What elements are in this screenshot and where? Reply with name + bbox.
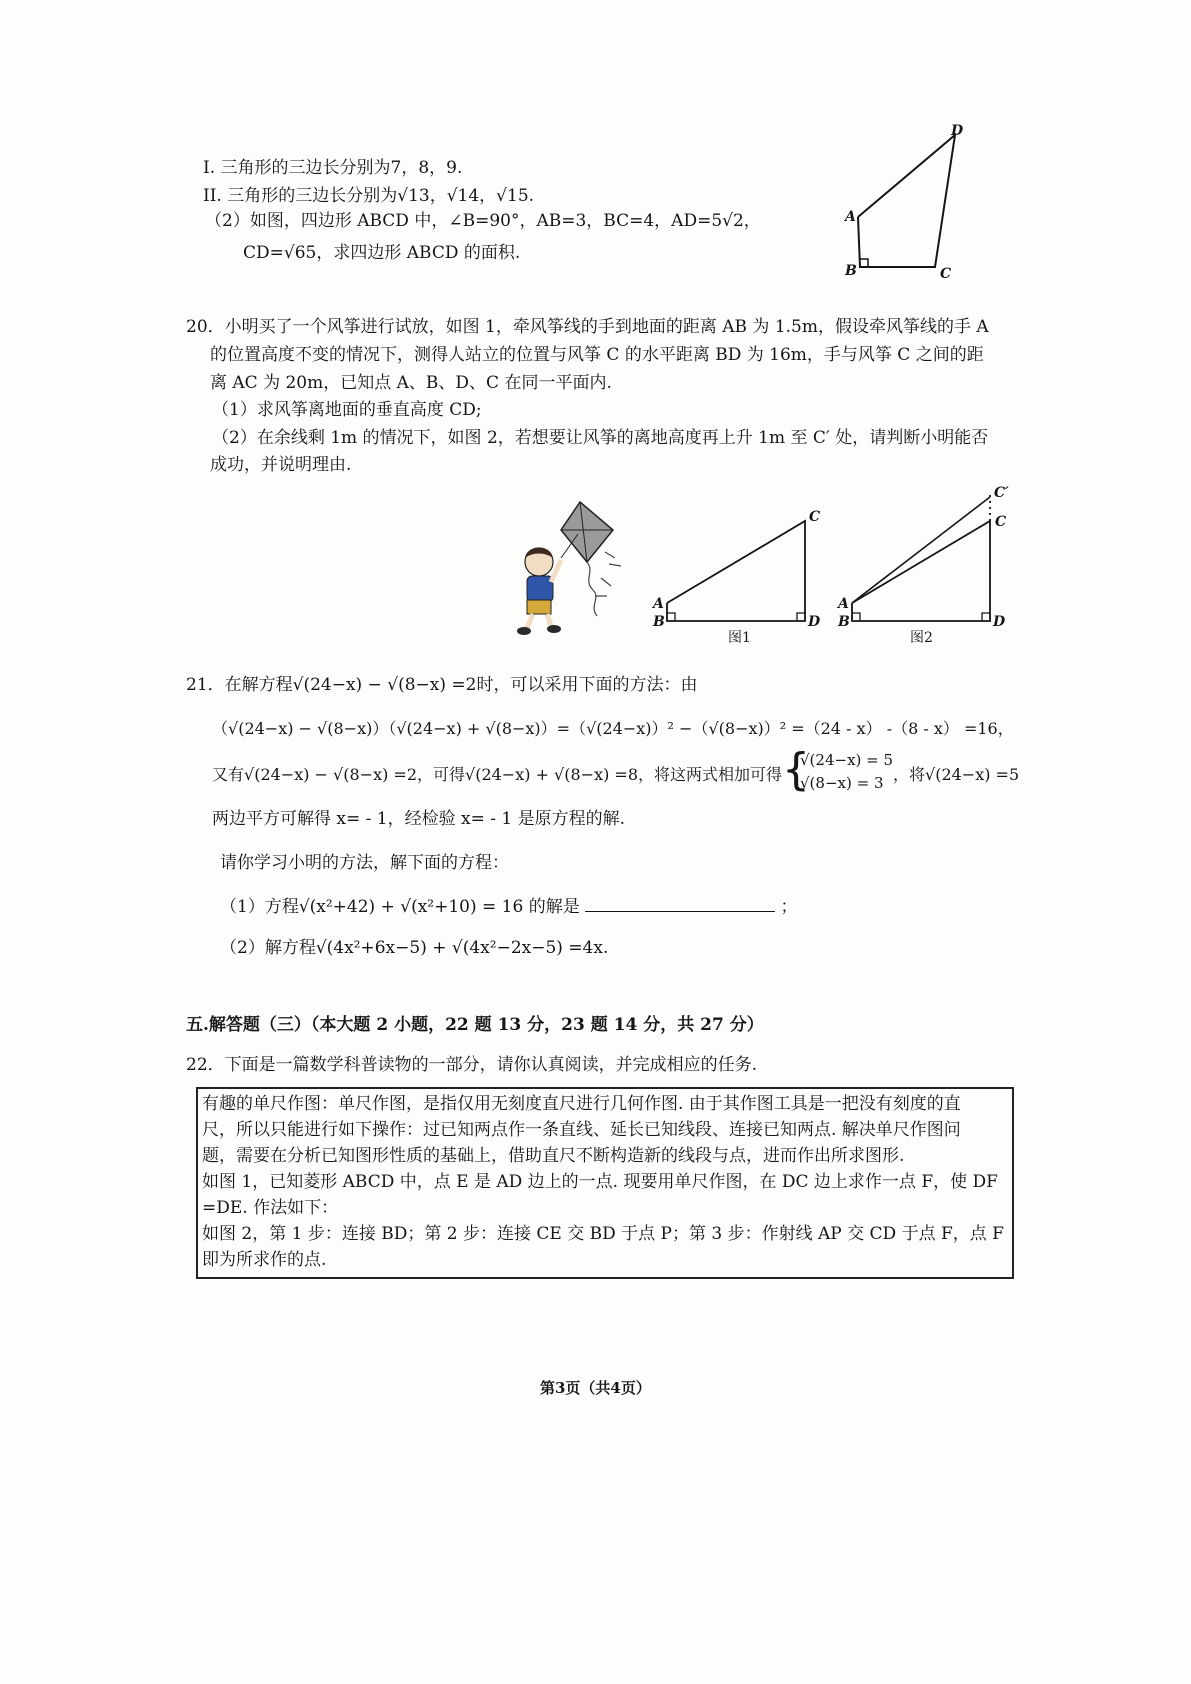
q20-figure-1 (645, 505, 825, 645)
boy-icon (517, 548, 561, 636)
q19-part2-line2: CD=√65，求四边形 ABCD 的面积. (243, 243, 521, 263)
q20-sub1: （1）求风筝离地面的垂直高度 CD; (212, 400, 482, 420)
q22-box-line6: 如图 2，第 1 步：连接 BD；第 2 步：连接 CE 交 BD 于点 P；第 3 步：作射线 AP 交 CD 于点 F，点 F (202, 1224, 1004, 1244)
q19-label-C: C (940, 266, 952, 282)
q21-line2: （√(24−x) − √(8−x)）（√(24−x) + √(8−x)）=（√(24−x)）² −（√(8−x)）² =（24 - x） -（8 - x） =16， (212, 719, 1014, 738)
fig2-label-D: D (993, 614, 1006, 630)
q21-sub1-text: （1）方程√(x²+42) + √(x²+10) = 16 的解是 (220, 897, 580, 917)
q22-reading-box (196, 1087, 1014, 1279)
fig2-label-C: C (995, 514, 1007, 530)
q22-box-line5: =DE. 作法如下： (202, 1198, 339, 1218)
fig2-label-C-prime: C′ (994, 485, 1009, 501)
q19-part2-line1: （2）如图，四边形 ABCD 中，∠B=90°，AB=3，BC=4，AD=5√2， (205, 211, 761, 231)
q19-item1: I. 三角形的三边长分别为7，8，9. (203, 158, 463, 178)
section5-heading: 五.解答题（三）（本大题 2 小题，22 题 13 分，23 题 14 分，共 27 分） (186, 1015, 764, 1035)
q21-sub2: （2）解方程√(4x²+6x−5) + √(4x²−2x−5) =4x. (220, 938, 609, 958)
q20-figure-2 (830, 480, 1020, 645)
fig2-caption: 图2 (910, 630, 933, 646)
q22-box-line7: 即为所求作的点. (202, 1250, 327, 1270)
q22-box-line4: 如图 1，已知菱形 ABCD 中，点 E 是 AD 边上的一点. 现要用单尺作图，在 DC 边上求作一点 F，使 DF (202, 1172, 998, 1192)
fig1-label-D: D (808, 614, 821, 630)
q21-system-brace: { (782, 744, 810, 795)
q19-label-B: B (845, 263, 857, 279)
q21-system-eq2: √(8−x) = 3 (800, 774, 884, 792)
q19-label-D: D (951, 123, 964, 139)
q21-answer-blank[interactable] (585, 893, 775, 912)
page-number: 第3页（共4页） (540, 1379, 651, 1397)
fig1-label-B: B (653, 614, 665, 630)
q21-sub1 (220, 893, 798, 920)
fig2-label-B: B (838, 614, 850, 630)
q19-label-A: A (845, 209, 856, 225)
fig1-caption: 图1 (728, 630, 751, 646)
q22-box-line2: 尺，所以只能进行如下操作：过已知两点作一条直线、延长已知线段、连接已知两点. 解决单尺作图问 (202, 1120, 961, 1140)
q19-item2: II. 三角形的三边长分别为√13，√14，√15. (203, 186, 535, 206)
fig1-label-A: A (653, 596, 664, 612)
q21-line5: 请你学习小明的方法，解下面的方程： (220, 853, 509, 873)
q22-intro: 22．下面是一篇数学科普读物的一部分，请你认真阅读，并完成相应的任务. (186, 1055, 758, 1075)
kite-boy-illustration (505, 500, 640, 640)
q21-sub1-end: ； (780, 897, 798, 917)
q21-line1: 21．在解方程√(24−x) − √(8−x) =2时，可以采用下面的方法：由 (186, 675, 698, 695)
q19-quadrilateral-figure (840, 125, 980, 285)
q20-line1: 20．小明买了一个风筝进行试放，如图 1，牵风筝线的手到地面的距离 AB 为 1.5m，假设牵风筝线的手 A (186, 317, 989, 337)
q21-line3-b: ，将√(24−x) =5 (893, 765, 1020, 784)
q21-system-eq1: √(24−x) = 5 (800, 751, 894, 769)
kite-icon (561, 502, 621, 616)
q22-box-line3: 题，需要在分析已知图形性质的基础上，借助直尺不断构造新的线段与点，进而作出所求图形. (202, 1146, 905, 1166)
q21-line4: 两边平方可解得 x= - 1，经检验 x= - 1 是原方程的解. (212, 809, 626, 829)
q21-line3-a: 又有√(24−x) − √(8−x) =2，可得√(24−x) + √(8−x) =8，将这两式相加可得 (212, 765, 783, 784)
q22-box-line1: 有趣的单尺作图：单尺作图，是指仅用无刻度直尺进行几何作图. 由于其作图工具是一把没有刻度的直 (202, 1094, 961, 1114)
q20-line2: 的位置高度不变的情况下，测得人站立的位置与风筝 C 的水平距离 BD 为 16m，手与风筝 C 之间的距 (210, 345, 984, 365)
fig2-label-A: A (838, 596, 849, 612)
q20-sub2-line1: （2）在余线剩 1m 的情况下，如图 2，若想要让风筝的离地高度再上升 1m 至 C′ 处，请判断小明能否 (212, 428, 989, 448)
q20-line3: 离 AC 为 20m，已知点 A、B、D、C 在同一平面内. (210, 373, 612, 393)
q20-sub2-line2: 成功，并说明理由. (210, 455, 352, 475)
fig1-label-C: C (809, 509, 821, 525)
